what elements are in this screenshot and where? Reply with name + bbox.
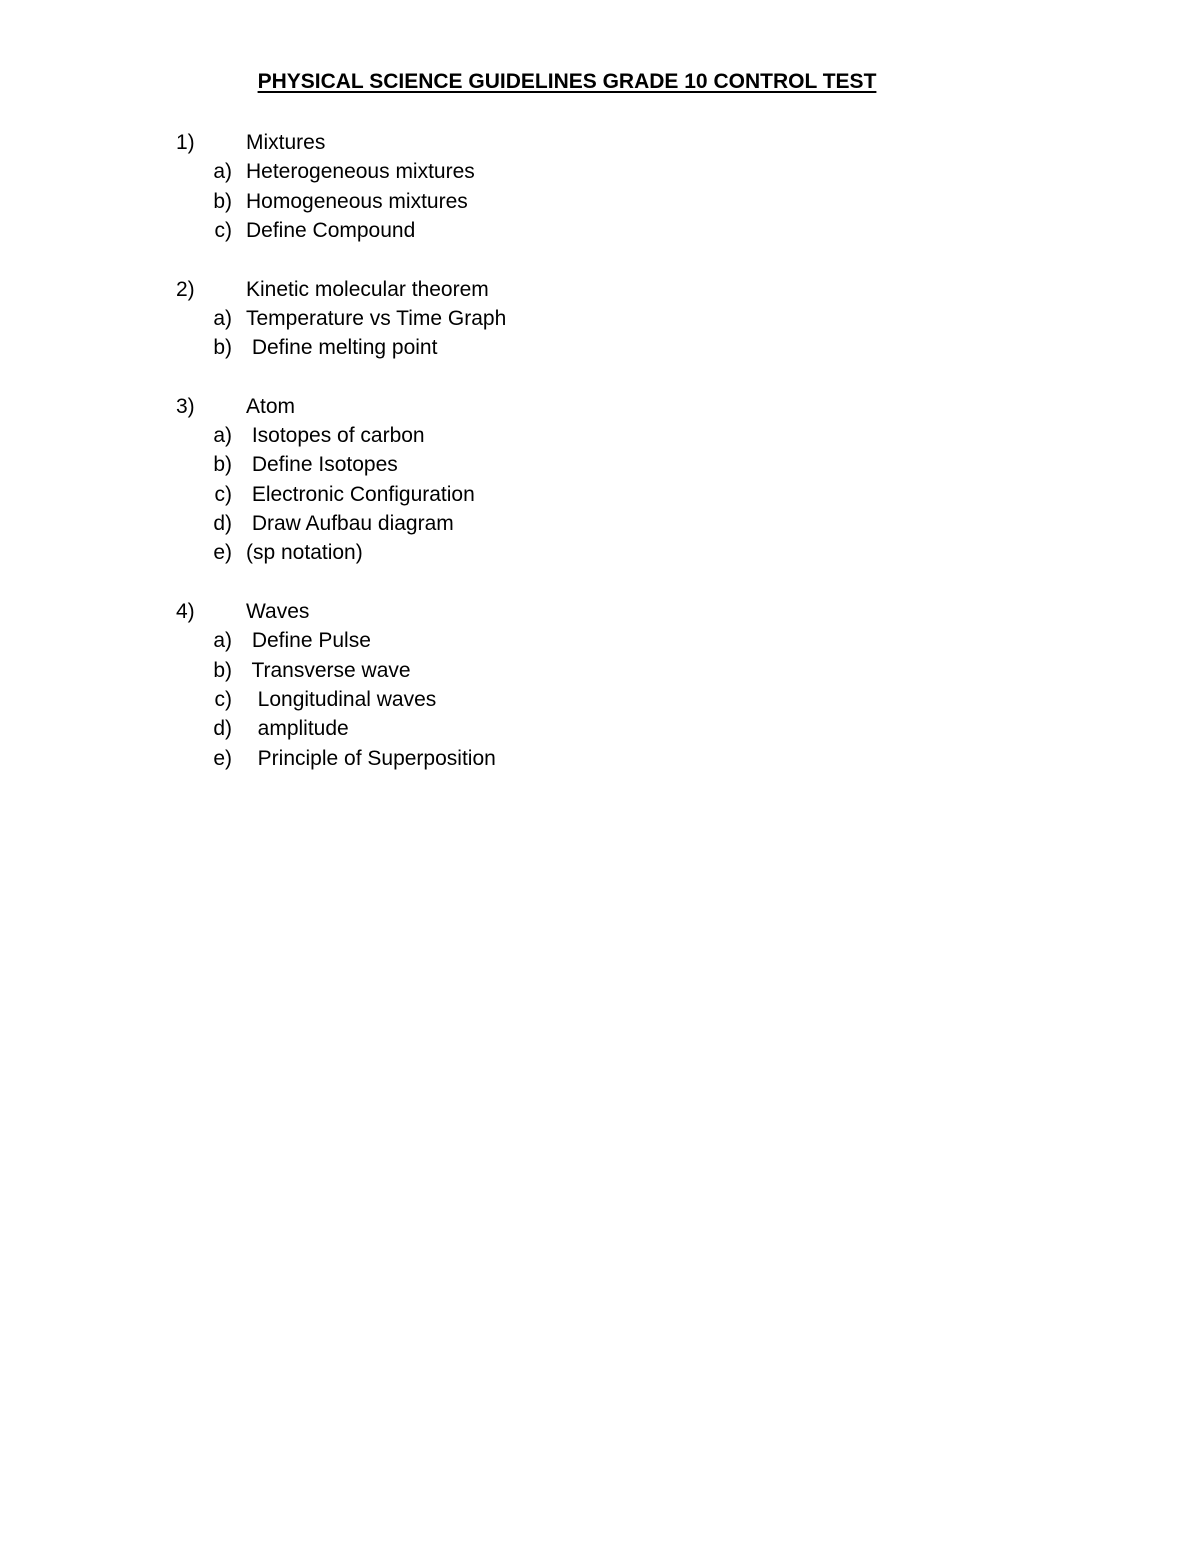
section-heading-row — [176, 275, 976, 304]
section-heading-row — [176, 128, 976, 157]
item-text: Homogeneous mixtures — [246, 189, 468, 213]
list-item — [176, 304, 976, 333]
item-text: Define melting point — [246, 336, 438, 360]
item-text: Electronic Configuration — [246, 482, 475, 506]
list-item — [176, 538, 976, 567]
list-item — [176, 421, 976, 450]
item-letter: d) — [213, 717, 232, 741]
section-number: 2) — [176, 277, 195, 301]
list-item — [176, 450, 976, 479]
item-text: (sp notation) — [246, 541, 363, 565]
item-letter: b) — [213, 189, 232, 213]
list-item — [176, 685, 976, 714]
list-item — [176, 626, 976, 655]
section-heading: Kinetic molecular theorem — [246, 277, 489, 301]
item-letter: c) — [214, 687, 232, 711]
section-mixtures — [176, 128, 976, 245]
item-letter: a) — [213, 160, 232, 184]
section-number: 1) — [176, 131, 195, 154]
list-item — [176, 656, 976, 685]
item-text: Transverse wave — [246, 658, 411, 682]
item-text: Isotopes of carbon — [246, 424, 425, 448]
item-letter: e) — [213, 541, 232, 565]
list-item — [176, 480, 976, 509]
item-letter: a) — [213, 424, 232, 448]
section-heading-row — [176, 597, 976, 626]
item-letter: b) — [213, 336, 232, 360]
section-heading: Atom — [246, 394, 296, 418]
document-title: PHYSICAL SCIENCE GUIDELINES GRADE 10 CONTROL TEST — [257, 70, 877, 93]
item-letter: a) — [213, 306, 232, 330]
list-item — [176, 744, 976, 773]
section-heading-row — [176, 392, 976, 421]
section-heading: Mixtures — [246, 131, 326, 154]
list-item — [176, 157, 976, 186]
section-waves — [176, 597, 976, 773]
item-letter: c) — [214, 218, 232, 242]
item-text: Heterogeneous mixtures — [246, 160, 475, 184]
item-text: amplitude — [246, 717, 349, 741]
section-kinetic-molecular-theorem — [176, 275, 976, 363]
item-text: Define Pulse — [246, 629, 371, 653]
section-heading: Waves — [246, 600, 310, 624]
item-letter: d) — [213, 512, 232, 536]
item-text: Temperature vs Time Graph — [246, 306, 507, 330]
item-text: Define Compound — [246, 218, 416, 242]
item-letter: e) — [213, 746, 232, 770]
list-item — [176, 333, 976, 362]
guideline-sections — [176, 128, 976, 802]
section-atom — [176, 392, 976, 568]
item-text: Principle of Superposition — [246, 746, 496, 770]
item-letter: a) — [213, 629, 232, 653]
item-letter: b) — [213, 658, 232, 682]
list-item — [176, 187, 976, 216]
item-text: Define Isotopes — [246, 453, 398, 477]
item-letter: b) — [213, 453, 232, 477]
section-number: 4) — [176, 600, 195, 624]
item-text: Longitudinal waves — [246, 687, 437, 711]
list-item — [176, 216, 976, 245]
item-letter: c) — [214, 482, 232, 506]
item-text: Draw Aufbau diagram — [246, 512, 454, 536]
list-item — [176, 714, 976, 743]
section-number: 3) — [176, 394, 195, 418]
list-item — [176, 509, 976, 538]
